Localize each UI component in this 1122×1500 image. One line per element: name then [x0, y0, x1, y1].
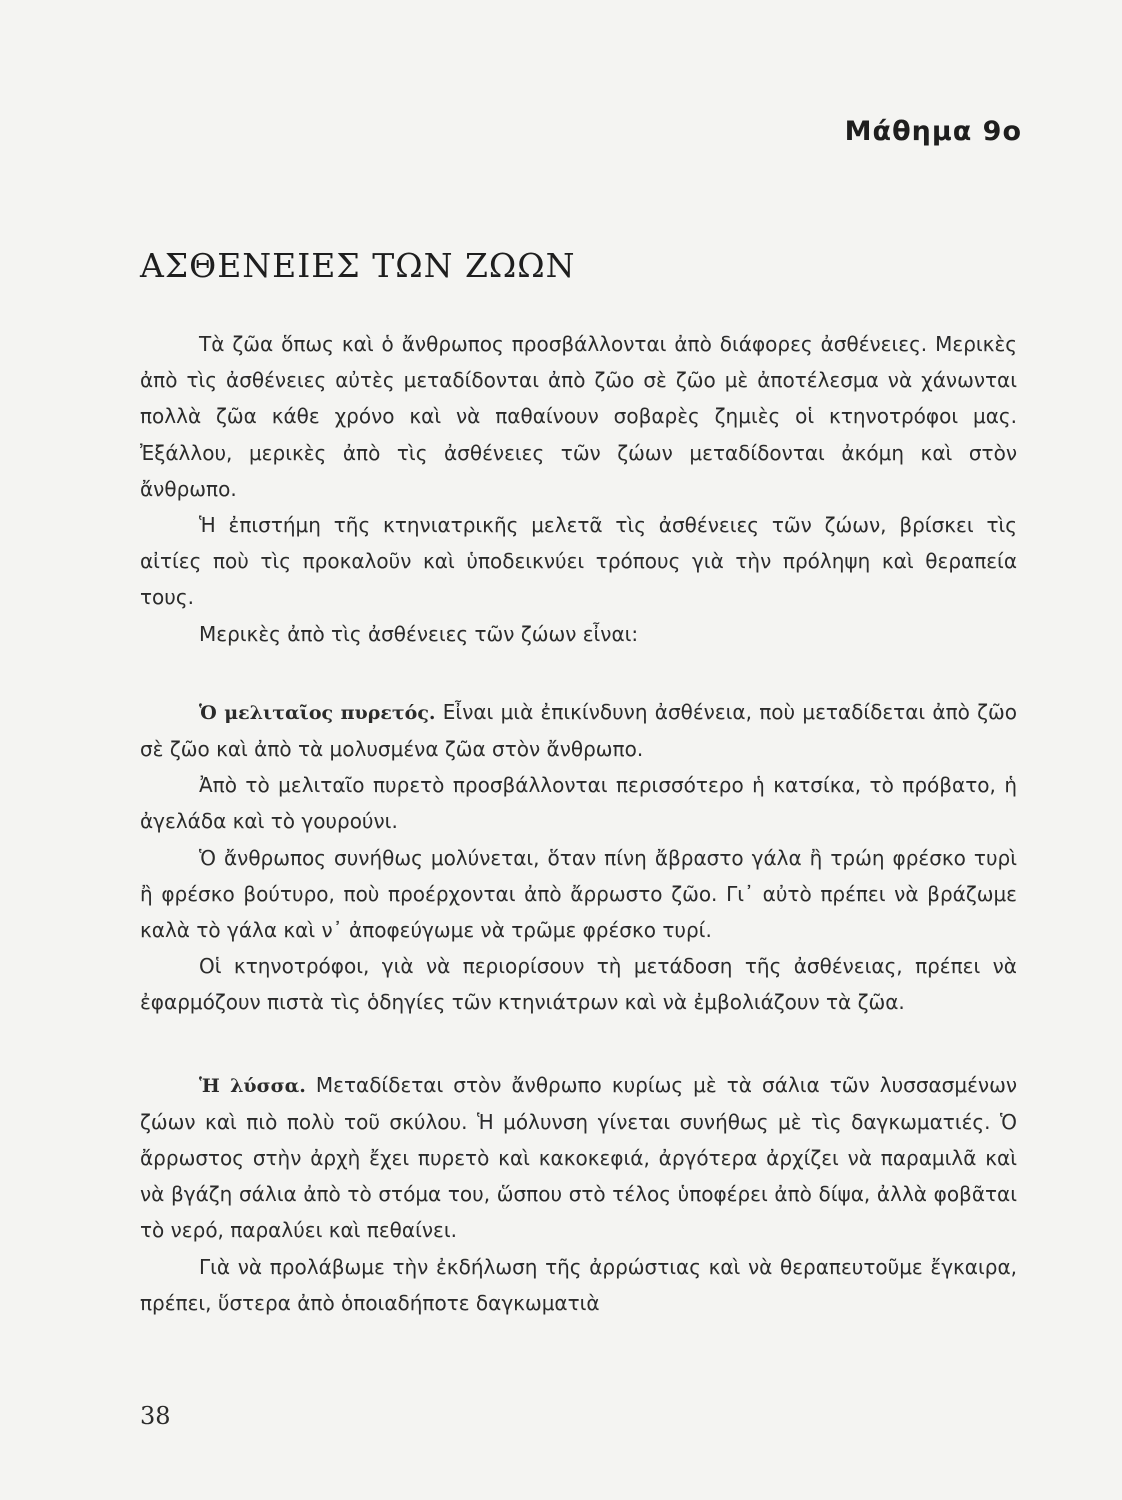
brucellosis-paragraph-4: Οἱ κτηνοτρόφοι, γιὰ νὰ περιορίσουν τὴ μετάδοση τῆς ἀσθένειας, πρέπει νὰ ἐφαρμόζουν πιστὰ τὶς ὁδηγίες τῶν κτηνιάτρων καὶ νὰ ἐμβολιάζουν τὰ ζῶα.	[140, 954, 1017, 1015]
intro-paragraph-2: Ἡ ἐπιστήμη τῆς κτηνιατρικῆς μελετᾶ τὶς ἀσθένειες τῶν ζώων, βρίσκει τὶς αἰτίες ποὺ τὶς προκαλοῦν καὶ ὑποδεικνύει τρόπους γιὰ τὴν πρόληψη καὶ θεραπεία τους.	[140, 513, 1017, 610]
intro-paragraph-1: Τὰ ζῶα ὅπως καὶ ὁ ἄνθρωπος προσβάλλονται ἀπὸ διάφορες ἀσθένειες. Μερικὲς ἀπὸ τὶς ἀσθένειες αὐτὲς μεταδίδονται ἀπὸ ζῶο σὲ ζῶο μὲ ἀποτέλεσμα νὰ χάνωνται πολλὰ ζῶα κάθε χρόνο καὶ νὰ παθαίνουν σοβαρὲς ζημιὲς οἱ κτηνοτρόφοι μας. Ἐξάλλου, μερικὲς ἀπὸ τὶς ἀσθένειες τῶν ζώων μεταδίδονται ἀκόμη καὶ στὸν ἄνθρωπο.	[140, 332, 1017, 501]
page-number: 38	[140, 1402, 171, 1430]
intro-paragraph-3: Μερικὲς ἀπὸ τὶς ἀσθένειες τῶν ζώων εἶναι:	[199, 621, 639, 646]
rabies-paragraph-1	[140, 1067, 1017, 1249]
brucellosis-paragraph-1	[140, 694, 1017, 767]
rabies-term: Ἡ λύσσα.	[199, 1074, 306, 1097]
lesson-label: Μάθημα 9ο	[844, 116, 1022, 147]
chapter-title: ΑΣΘΕΝΕΙΕΣ ΤΩΝ ΖΩΩΝ	[140, 246, 576, 285]
section-spacer	[140, 1021, 1017, 1067]
rabies-text-1: Μεταδίδεται στὸν ἄνθρωπο κυρίως μὲ τὰ σάλια τῶν λυσσασμένων ζώων καὶ πιὸ πολὺ τοῦ σκύλου. Ἡ μόλυνση γίνεται συνήθως μὲ τὶς δαγκωματιές. Ὁ ἄρρωστος στὴν ἀρχὴ ἔχει πυρετὸ καὶ κακοκεφιά, ἀργότερα ἀρχίζει νὰ παραμιλᾶ καὶ νὰ βγάζη σάλια ἀπὸ τὸ στόμα του, ὥσπου στὸ τέλος ὑποφέρει ἀπὸ δίψα, ἀλλὰ φοβᾶται τὸ νερό, παραλύει καὶ πεθαίνει.	[140, 1072, 1017, 1243]
brucellosis-paragraph-3: Ὁ ἄνθρωπος συνήθως μολύνεται, ὅταν πίνη ἄβραστο γάλα ἢ τρώη φρέσκο τυρὶ ἢ φρέσκο βούτυρο, ποὺ προέρχονται ἀπὸ ἄρρωστο ζῶο. Γι᾿ αὐτὸ πρέπει νὰ βράζωμε καλὰ τὸ γάλα καὶ ν᾿ ἀποφεύγωμε νὰ τρῶμε φρέσκο τυρί.	[140, 845, 1017, 943]
brucellosis-text-1: Εἶναι μιὰ ἐπικίνδυνη ἀσθένεια, ποὺ μεταδίδεται ἀπὸ ζῶο σὲ ζῶο καὶ ἀπὸ τὰ μολυσμένα ζῶα στὸν ἄνθρωπο.	[140, 699, 1017, 762]
brucellosis-term: Ὁ μελιταῖος πυρετός.	[199, 701, 436, 724]
section-spacer	[140, 652, 1017, 694]
body-text	[140, 326, 1017, 1321]
brucellosis-paragraph-2: Ἀπὸ τὸ μελιταῖο πυρετὸ προσβάλλονται περισσότερο ἡ κατσίκα, τὸ πρόβατο, ἡ ἀγελάδα καὶ τὸ γουρούνι.	[140, 773, 1017, 834]
rabies-paragraph-2: Γιὰ νὰ προλάβωμε τὴν ἐκδήλωση τῆς ἀρρώστιας καὶ νὰ θεραπευτοῦμε ἔγκαιρα, πρέπει, ὕστερα ἀπὸ ὁποιαδήποτε δαγκωματιὰ	[140, 1254, 1017, 1315]
